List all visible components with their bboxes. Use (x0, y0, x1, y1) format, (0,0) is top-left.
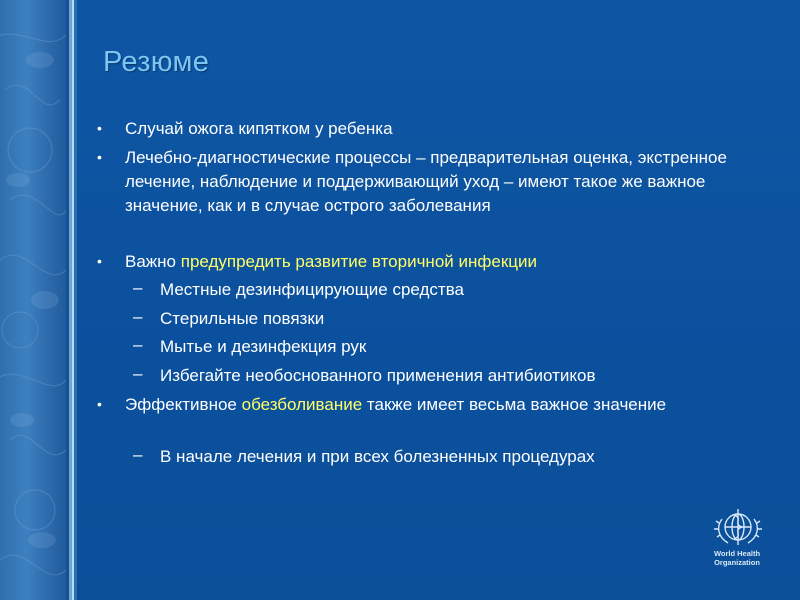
sub-bullet-item (160, 278, 730, 302)
bullet-text: Важно (125, 252, 181, 271)
bullet-marker: • (97, 149, 102, 165)
sub-bullet-item (160, 335, 730, 359)
dash-marker: – (133, 307, 143, 326)
bullet-item (125, 250, 735, 274)
bullet-text: Случай ожога кипятком у ребенка (125, 119, 393, 138)
bullet-text: Эффективное (125, 395, 242, 414)
bullet-text: Лечебно-диагностические процессы – предварительная оценка, экстренное лечение, наблюдение и поддерживающий уход – имеют такое же важное значение, как и в случае острого заболевания (125, 148, 727, 215)
bullet-text: Избегайте необоснованного применения антибиотиков (160, 366, 596, 385)
bullet-marker: • (97, 120, 102, 136)
bullet-text: Мытье и дезинфекция рук (160, 337, 367, 356)
who-logo-line-2: Organization (714, 558, 760, 567)
bullet-item (125, 117, 735, 141)
dash-marker: – (133, 364, 143, 383)
watermark-pattern (0, 0, 66, 600)
bullet-text: В начале лечения и при всех болезненных процедурах (160, 447, 595, 466)
bullet-marker: • (97, 396, 102, 412)
sub-bullet-item (160, 445, 730, 469)
who-logo-line-1: World Health (713, 549, 761, 558)
highlighted-text: обезболивание (241, 395, 363, 414)
highlighted-text: предупредить развитие вторичной инфекции (180, 252, 537, 271)
bullet-text: Стерильные повязки (160, 309, 325, 328)
dash-marker: – (133, 278, 143, 297)
slide-title: Резюме (103, 46, 210, 78)
sub-bullet-item (160, 307, 730, 331)
bullet-marker: • (97, 253, 102, 269)
bullet-text: также имеет весьма важное значение (362, 395, 667, 414)
bullet-item (125, 393, 735, 417)
decorative-side-band (0, 0, 66, 600)
who-logo-text (701, 549, 773, 567)
dash-marker: – (133, 445, 143, 464)
dash-marker: – (133, 335, 143, 354)
bullet-item (125, 146, 735, 218)
sub-bullet-item (160, 364, 730, 388)
bullet-text: Местные дезинфицирующие средства (160, 280, 464, 299)
